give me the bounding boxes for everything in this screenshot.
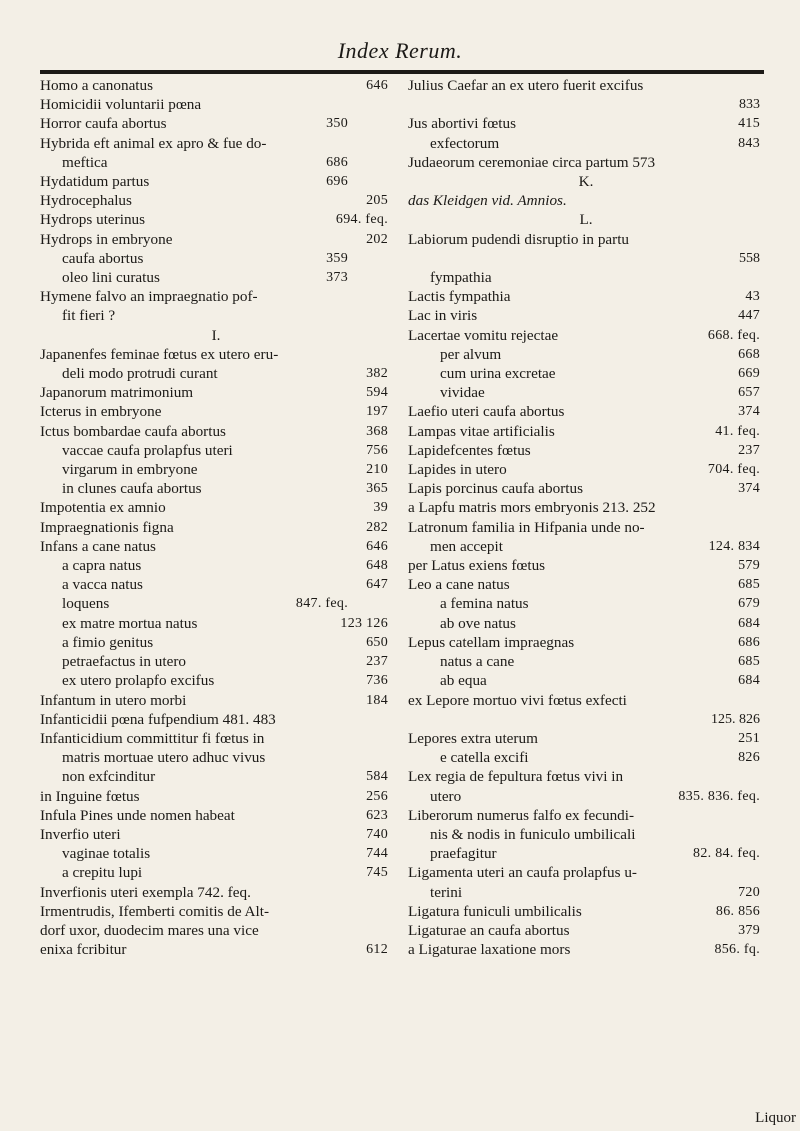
index-entry (408, 633, 764, 652)
index-entry (408, 594, 764, 613)
index-page-ref: 359 (326, 250, 348, 266)
index-term: caufa abortus (62, 249, 144, 267)
index-page-ref: 374 (738, 404, 760, 420)
index-entry (408, 402, 764, 421)
index-entry (40, 575, 392, 594)
index-entry (40, 364, 392, 383)
index-entry (408, 537, 764, 556)
index-term: Jus abortivi fœtus (408, 115, 516, 133)
index-entry (408, 518, 764, 537)
index-term: Lapides in utero (408, 461, 507, 479)
index-term: cum urina excretae (440, 365, 556, 383)
index-term: Infanticidium committitur fi fœtus in (40, 729, 265, 747)
index-entry (408, 556, 764, 575)
index-page-ref: 43 (745, 289, 760, 305)
index-page-ref: 594 (366, 385, 388, 401)
index-entry (408, 422, 764, 441)
index-term: enixa fcribitur (40, 941, 127, 959)
index-term: Ligatura funiculi umbilicalis (408, 902, 582, 920)
section-letter: L. (579, 211, 593, 229)
index-entry (408, 921, 764, 940)
index-entry (40, 479, 392, 498)
index-entry (408, 806, 764, 825)
index-entry (40, 268, 392, 287)
index-term: a femina natus (440, 595, 529, 613)
index-entry (408, 114, 764, 133)
index-page-ref: 124. 834 (708, 538, 760, 554)
index-entry (408, 748, 764, 767)
index-page-ref: 184 (366, 692, 388, 708)
index-entry (408, 460, 764, 479)
index-term: per alvum (440, 345, 502, 363)
index-term: in Inguine fœtus (40, 787, 140, 805)
index-page-ref: 668. feq. (707, 327, 760, 343)
index-page-ref: 843 (738, 135, 760, 151)
index-term: virgarum in embryone (62, 461, 198, 479)
index-page-ref: 835. 836. feq. (678, 788, 760, 804)
index-entry (408, 575, 764, 594)
index-entry (40, 844, 392, 863)
index-term: Hydrocephalus (40, 192, 132, 210)
index-page-ref: 647 (366, 577, 388, 593)
index-term: Lex regia de fepultura fœtus vivi in (408, 768, 624, 786)
section-letter: I. (211, 326, 221, 344)
index-term: Julius Caefar an ex utero fuerit excifus (408, 77, 644, 94)
index-term: Impraegnationis figna (40, 518, 174, 536)
index-entry (408, 767, 764, 786)
index-term: Hydrops uterinus (40, 211, 146, 229)
index-term: loquens (62, 595, 110, 613)
index-page-ref: 740 (366, 826, 388, 842)
index-term: Lactis fympathia (408, 288, 511, 306)
index-page-ref: 125. 826 (711, 711, 760, 727)
index-term: natus a cane (440, 653, 515, 671)
page-header: Index Rerum. (337, 38, 463, 63)
index-page-ref: 202 (366, 231, 388, 247)
index-page-ref: 237 (366, 654, 388, 670)
header-rule (40, 70, 764, 74)
index-entry (40, 787, 392, 806)
index-page-ref: 650 (366, 634, 388, 650)
index-entry (408, 191, 764, 210)
index-entry (408, 230, 764, 249)
index-page-ref: 648 (366, 558, 388, 574)
index-term: Hydatidum partus (40, 173, 150, 191)
index-term: e catella excifi (440, 749, 529, 767)
index-entry (40, 691, 392, 710)
index-page-ref: 447 (738, 308, 760, 324)
index-entry (40, 306, 392, 325)
index-page-ref: 696 (326, 174, 348, 190)
index-page-ref: 365 (366, 481, 388, 497)
index-term: oleo lini curatus (62, 269, 160, 287)
index-entry (408, 287, 764, 306)
index-page-ref: 856. fq. (714, 942, 760, 958)
index-page-ref: 123 126 (340, 615, 388, 631)
index-entry (408, 902, 764, 921)
index-page-ref: 704. feq. (707, 462, 760, 478)
index-entry (40, 402, 392, 421)
index-page-ref: 558 (739, 250, 760, 266)
index-term: matris mortuae utero adhuc vivus (62, 749, 266, 767)
index-term: Hymene falvo an impraegnatio pof- (40, 288, 258, 306)
index-term: Hybrida eft animal ex apro & fue do- (40, 134, 267, 152)
catchword: Liquor (755, 1110, 796, 1126)
index-term: Ligamenta uteri an caufa prolapfus u- (408, 864, 637, 882)
index-entry (408, 614, 764, 633)
index-entry (408, 326, 764, 345)
index-term: ab ove natus (440, 614, 516, 632)
index-term: ex Lepore mortuo vivi fœtus exfecti (408, 691, 627, 709)
index-page-ref: 205 (366, 193, 388, 209)
index-page-ref: 694. feq. (335, 212, 388, 228)
index-page-ref: 373 (326, 270, 348, 286)
index-entry (40, 460, 392, 479)
index-term: ex utero prolapfo excifus (62, 672, 215, 690)
index-term: Inverfionis uteri exempla 742. feq. (40, 883, 251, 901)
index-entry (40, 940, 392, 959)
index-page-ref: 86. 856 (715, 903, 760, 919)
index-term: Lapidefcentes fœtus (408, 441, 531, 459)
section-letter: K. (578, 173, 594, 191)
index-page-ref: 282 (366, 519, 388, 535)
index-entry (40, 863, 392, 882)
index-term: Latronum familia in Hifpania unde no- (408, 518, 645, 536)
index-page-ref: 686 (326, 154, 348, 170)
index-term: deli modo protrudi curant (62, 365, 218, 383)
index-entry (40, 287, 392, 306)
index-entry (408, 883, 764, 902)
index-page-ref: 584 (366, 769, 388, 785)
index-page-ref: 646 (366, 538, 388, 554)
index-page-ref: 685 (738, 654, 760, 670)
index-term: Homo a canonatus (40, 77, 154, 94)
index-term: a crepitu lupi (62, 864, 143, 882)
index-term: ex matre mortua natus (62, 614, 198, 632)
index-entry (40, 191, 392, 210)
index-page-ref: 685 (738, 577, 760, 593)
index-entry (40, 614, 392, 633)
index-entry (40, 498, 392, 517)
index-page-ref: 350 (326, 116, 348, 132)
index-entry (40, 210, 392, 229)
index-term: fit fieri ? (62, 307, 116, 325)
index-term: non exfcinditur (62, 768, 156, 786)
index-entry (40, 441, 392, 460)
index-term: Ictus bombardae caufa abortus (40, 422, 226, 440)
index-page-ref: 415 (738, 116, 760, 132)
index-entry (40, 76, 392, 95)
index-entry (408, 940, 764, 959)
index-page-ref: 657 (738, 385, 760, 401)
index-term: ab equa (440, 672, 487, 690)
index-page-ref: 379 (738, 922, 760, 938)
index-term: Infans a cane natus (40, 537, 156, 555)
index-page-ref: 847. feq. (295, 596, 348, 612)
index-entry (40, 767, 392, 786)
index-page-ref: 41. feq. (715, 423, 760, 439)
index-entry (408, 729, 764, 748)
index-entry (40, 633, 392, 652)
index-term: Labiorum pudendi disruptio in partu (408, 230, 630, 248)
index-entry (408, 268, 764, 287)
index-term: Lepus catellam impraegnas (408, 633, 575, 651)
index-page-ref: 237 (738, 442, 760, 458)
index-page-ref: 39 (373, 500, 388, 516)
index-page-ref: 833 (739, 97, 760, 113)
index-page-ref: 382 (366, 366, 388, 382)
index-entry (408, 76, 764, 95)
index-term: Lapis porcinus caufa abortus (408, 480, 584, 498)
index-entry (40, 230, 392, 249)
index-term: vaccae caufa prolapfus uteri (62, 441, 233, 459)
index-page-ref: 623 (366, 807, 388, 823)
index-entry (40, 537, 392, 556)
index-entry (408, 441, 764, 460)
index-page-ref: 669 (738, 366, 760, 382)
index-entry (40, 748, 392, 767)
index-page-ref: 668 (738, 346, 760, 362)
index-term: Infantum in utero morbi (40, 691, 187, 709)
index-entry (40, 806, 392, 825)
index-term: in clunes caufa abortus (62, 480, 202, 498)
index-entry (40, 134, 392, 153)
index-entry (40, 95, 392, 114)
index-page-ref: 745 (366, 865, 388, 881)
index-page-ref: 756 (366, 442, 388, 458)
index-term: Judaeorum ceremoniae circa partum 573 (408, 153, 656, 171)
index-column-right (408, 76, 764, 959)
index-entry (408, 844, 764, 863)
index-term: Lac in viris (408, 307, 478, 325)
index-term: Japanenfes feminae fœtus ex utero eru- (40, 345, 279, 363)
index-page-ref: 646 (366, 78, 388, 93)
index-term: Infula Pines unde nomen habeat (40, 806, 235, 824)
index-entry (40, 902, 392, 921)
index-page-ref: 251 (738, 730, 760, 746)
index-entry (40, 172, 392, 191)
index-entry (408, 306, 764, 325)
index-entry (40, 114, 392, 133)
index-term: Japanorum matrimonium (40, 384, 194, 402)
index-page-ref: 679 (738, 596, 760, 612)
index-entry (40, 883, 392, 902)
index-term: fympathia (430, 269, 492, 287)
index-term: Icterus in embryone (40, 403, 162, 421)
index-entry (408, 787, 764, 806)
index-page-ref: 256 (366, 788, 388, 804)
index-page-ref: 368 (366, 423, 388, 439)
index-page-ref: 684 (738, 673, 760, 689)
index-term: Horror caufa abortus (40, 115, 167, 133)
index-page-ref: 684 (738, 615, 760, 631)
index-entry (40, 652, 392, 671)
index-term: Hydrops in embryone (40, 230, 173, 248)
index-entry (40, 422, 392, 441)
index-term: a Lapfu matris mors embryonis 213. 252 (408, 499, 656, 517)
index-term: Inverfio uteri (40, 825, 121, 843)
index-page-ref: 374 (738, 481, 760, 497)
index-entry (40, 383, 392, 402)
index-entry (40, 921, 392, 940)
index-page-ref: 579 (738, 558, 760, 574)
index-page-ref: 826 (738, 750, 760, 766)
index-page-ref: 210 (366, 462, 388, 478)
index-page-ref: 686 (738, 634, 760, 650)
index-entry (40, 153, 392, 172)
index-term: a vacca natus (62, 576, 143, 594)
index-entry (40, 518, 392, 537)
index-entry (40, 556, 392, 575)
index-entry (408, 671, 764, 690)
index-term: nis & nodis in funiculo umbilicali (430, 825, 636, 843)
index-entry (40, 710, 392, 729)
index-page-ref: 612 (366, 942, 388, 958)
index-entry (40, 594, 392, 613)
index-term: Lampas vitae artificialis (408, 422, 555, 440)
index-term: Infanticidii pœna fufpendium 481. 483 (40, 710, 276, 728)
index-term: vaginae totalis (62, 845, 151, 863)
index-term: dorf uxor, duodecim mares una vice (40, 921, 259, 939)
index-term: das Kleidgen vid. Amnios. (408, 192, 567, 210)
index-entry (408, 825, 764, 844)
index-entry (40, 345, 392, 364)
index-entry (408, 364, 764, 383)
index-entry (40, 825, 392, 844)
index-entry (408, 134, 764, 153)
index-term: meftica (62, 153, 108, 171)
index-page-ref: 82. 84. feq. (693, 846, 760, 862)
index-page-ref: 197 (366, 404, 388, 420)
index-column-left (40, 76, 392, 959)
index-term: men accepit (430, 537, 503, 555)
index-page-ref: 720 (738, 884, 760, 900)
index-entry (408, 691, 764, 710)
index-term: Homicidii voluntarii pœna (40, 96, 202, 114)
index-entry (408, 479, 764, 498)
index-term: praefagitur (430, 845, 497, 863)
index-entry (408, 153, 764, 172)
index-entry (408, 863, 764, 882)
index-term: vividae (440, 384, 485, 402)
index-entry (40, 671, 392, 690)
index-term: Lacertae vomitu rejectae (408, 326, 559, 344)
index-term: Ligaturae an caufa abortus (408, 921, 570, 939)
index-term: exfectorum (430, 134, 500, 152)
index-term: a capra natus (62, 557, 142, 575)
index-entry (40, 729, 392, 748)
index-term: utero (430, 787, 462, 805)
index-term: Laefio uteri caufa abortus (408, 403, 565, 421)
index-page-ref: 744 (366, 846, 388, 862)
index-term: terini (430, 883, 463, 901)
index-entry (408, 498, 764, 517)
index-term: Impotentia ex amnio (40, 499, 166, 517)
index-term: Lepores extra uterum (408, 729, 538, 747)
index-term: Liberorum numerus falfo ex fecundi- (408, 806, 635, 824)
index-term: Irmentrudis, Ifemberti comitis de Alt- (40, 902, 270, 920)
index-term: petraefactus in utero (62, 653, 186, 671)
index-entry (408, 345, 764, 364)
index-page-ref: 736 (366, 673, 388, 689)
index-term: a Ligaturae laxatione mors (408, 941, 571, 959)
index-term: Leo a cane natus (408, 576, 510, 594)
index-entry (408, 652, 764, 671)
index-entry (40, 249, 392, 268)
index-entry (408, 383, 764, 402)
index-term: per Latus exiens fœtus (408, 557, 546, 575)
index-term: a fimio genitus (62, 633, 154, 651)
